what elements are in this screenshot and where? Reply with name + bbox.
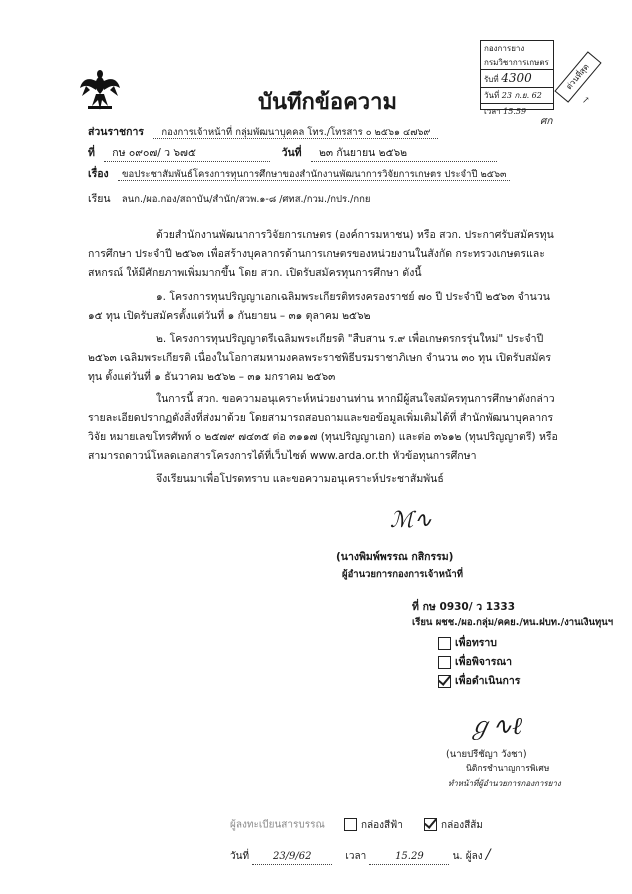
routing-to: เรียน ผชช./ผอ.กลุ่ม/คคย./หน.ฝบท./งานเงินทุนฯ [412,617,614,628]
body-paragraph-1 [88,226,558,283]
signer-name: (นางพิมพ์พรรณ กสิกรรม) [336,551,454,563]
routing-options [438,634,520,691]
orange-box-label: กล่องสีส้ม [441,819,483,831]
doc-date-label: วันที่ [281,147,302,159]
registry-date-label: วันที่ [230,851,250,862]
registry-unit-label: น. ผู้ลง [452,851,483,862]
body-paragraph-5 [88,470,558,489]
body-paragraph-2 [88,288,558,326]
agency-value: กองการเจ้าหน้าที่ กลุ่มพัฒนาบุคคล โทร./โทรสาร ๐ ๒๕๖๑ ๔๗๖๙ [153,127,438,139]
routing-no: ที่ กษ 0930/ ว 1333 [412,601,516,613]
receipt-stamp [480,40,554,116]
checkbox-checked-icon[interactable] [438,675,451,688]
subject-label: เรื่อง [88,168,109,180]
agency-label: ส่วนราชการ [88,126,145,138]
urgent-stamp-text: ด่วนที่สุด [564,62,591,92]
page-title: บันทึกข้อความ [258,90,398,115]
signature-scribble-1: ℳ∿ [390,508,432,533]
signer2-position2: ทำหน้าที่ผู้อำนวยการกองการยาง [448,779,561,788]
checkbox-icon[interactable] [438,656,451,669]
checkbox-icon[interactable] [438,637,451,650]
doc-no-row [88,146,497,162]
stamp-time-label: เวลา [484,107,501,116]
stamp-no-value: 4300 [501,71,532,85]
routing-option-2-label: เพื่อพิจารณา [455,656,513,668]
signer2-position: นิติกรชำนาญการพิเศษ [466,764,550,774]
body-paragraph-1-text: ด้วยสำนักงานพัฒนาการวิจัยการเกษตร (องค์การมหาชน) หรือ สวก. ประกาศรับสมัครทุนการศึกษา ประจำปี ๒๕๖๓ เพื่อสร้างบุคลากรด้านการเกษตรของหน่วยงานในสังกัด กระทรวงเกษตรและสหกรณ์ ให้มีศักยภาพเพิ่มมากขึ้น โดย สวก. เปิดรับสมัครทุนการศึกษา ดังนี้ [88,229,554,279]
body-paragraph-4-text: ในการนี้ สวก. ขอความอนุเคราะห์หน่วยงานท่าน หากมีผู้สนใจสมัครทุนการศึกษาดังกล่าว รายละเอียดปรากฏดังสิ่งที่ส่งมาด้วย โดยสามารถสอบถามและขอข้อมูลเพิ่มเติมได้ที่ สำนักพัฒนาบุคลากรวิจัย หมายเลขโทรศัพท์ ๐ ๒๕๗๙ ๗๔๓๕ ต่อ ๓๑๑๗ (ทุนปริญญาเอก) และต่อ ๓๖๑๒ (ทุนปริญญาตรี) หรือ สามารถดาวน์โหลดเอกสารโครงการได้ที่เว็บไซต์ www.arda.or.th หัวข้อทุนการศึกษา [88,393,558,462]
body-paragraph-2-text: ๑. โครงการทุนปริญญาเอกเฉลิมพระเกียรติทรงครองราชย์ ๗๐ ปี ประจำปี ๒๕๖๓ จำนวน ๑๕ ทุน เปิดรับสมัครตั้งแต่วันที่ ๑ กันยายน – ๓๑ ตุลาคม ๒๕๖๒ [88,291,550,322]
agency-row [88,125,438,140]
registry-label: ผู้ลงทะเบียนสารบรรณ [230,819,325,831]
body-paragraph-3 [88,330,558,387]
registry-date-value: 23/9/62 [252,850,332,865]
body-paragraph-4 [88,390,558,466]
to-label: เรียน [88,193,111,205]
doc-date-value: ๒๓ กันยายน ๒๕๖๒ [311,146,497,162]
registry-unit-value: / [485,847,491,863]
doc-no-value: กษ ๐๙๐๗/ ว ๖๗๕ [104,146,270,162]
blue-box-label: กล่องสีฟ้า [360,819,403,831]
routing-option-1-label: เพื่อทราบ [455,637,497,649]
signer2-name: (นายปรีชัญา วังชา) [446,749,527,760]
routing-option-1[interactable] [438,634,520,653]
urgent-stamp [554,51,601,102]
registry-row-1 [230,818,483,833]
garuda-emblem [78,66,122,112]
stamp-date-label: วันที่ [484,91,500,100]
to-row [88,192,370,207]
registry-row-2 [230,846,491,866]
stamp-line1: กองการยาง [484,44,525,53]
stamp-line2: กรมวิชาการเกษตร [481,56,553,70]
signer-position: ผู้อำนวยการกองการเจ้าหน้าที่ [342,569,463,580]
routing-option-3-label: เพื่อดำเนินการ [455,675,521,687]
stamp-small-mark: ศก [540,116,553,127]
stamp-time-value: 15.59 [503,107,527,116]
subject-row [88,167,510,182]
registry-time-value: 15.29 [369,850,449,865]
body-paragraph-3-text: ๒. โครงการทุนปริญญาตรีเฉลิมพระเกียรติ "สืบสาน ร.๙ เพื่อเกษตรกรรุ่นใหม่" ประจำปี ๒๕๖๓ เฉลิมพระเกียรติ เนื่องในโอกาสมหามงคลพระราชพิธีบรมราชาภิเษก จำนวน ๓๐ ทุน เปิดรับสมัครทุน ตั้งแต่วันที่ ๑ ธันวาคม ๒๕๖๒ – ๓๑ มกราคม ๒๕๖๓ [88,333,552,383]
routing-option-2[interactable] [438,653,520,672]
doc-no-label: ที่ [88,147,95,159]
orange-box-checkbox-icon[interactable] [424,818,437,831]
subject-value: ขอประชาสัมพันธ์โครงการทุนการศึกษาของสำนักงานพัฒนาการวิจัยการเกษตร ประจำปี ๒๕๖๓ [118,169,510,181]
routing-option-3[interactable] [438,672,520,691]
stamp-no-label: รับที่ [484,75,499,84]
stamp-scribble: ↗ [582,96,590,106]
blue-box-checkbox-icon[interactable] [344,818,357,831]
to-value: ลนก./ผอ.กอง/สถาบัน/สำนัก/สวพ.๑-๘ /ศทส./กวม./กปร./กกย [121,194,371,205]
stamp-date-value: 23 ก.ย. 62 [501,91,542,100]
signature-scribble-2: ℊ∿ℓ [468,712,523,740]
registry-time-label: เวลา [345,851,367,862]
body-paragraph-5-text: จึงเรียนมาเพื่อโปรดทราบ และขอความอนุเคราะห์ประชาสัมพันธ์ [156,473,444,485]
